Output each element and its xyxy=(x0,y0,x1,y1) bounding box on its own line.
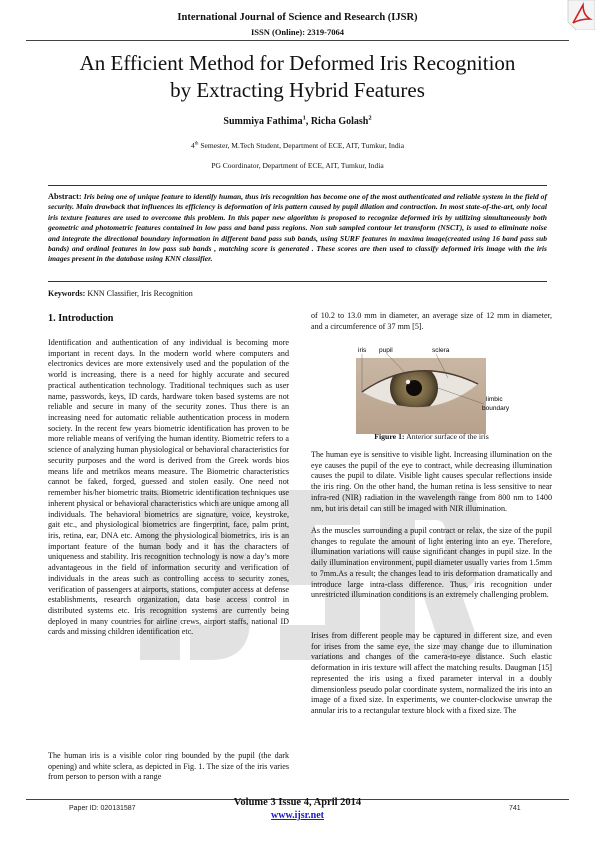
figure-caption-label: Figure 1: xyxy=(374,432,405,441)
journal-url-link[interactable]: www.ijsr.net xyxy=(271,810,324,821)
keywords-label: Keywords: xyxy=(48,289,86,298)
affiliation-1-ordinal: 4 xyxy=(190,141,195,150)
right-paragraph-2: As the muscles surrounding a pupil contract or relax, the size of the pupil changes to regulate the amount of light entering into an eye. Therefore, illumination variations will cause significant changes in pupil size. In the daily illumination environment, pupil diameter usually varies from 1.5mm to 7mm.As a result; the changes lead to iris deformation dramatically and introduce large intra-class difference. Thus, iris recognition under unrestricted illumination conditions is an extremely challenging problem. xyxy=(311,526,552,600)
affiliation-1 xyxy=(0,141,595,150)
intro-paragraph-2: The human iris is a visible color ring bounded by the pupil (the dark opening) and white sclera, as depicted in Fig. 1. The size of the iris varies from person to person with a range xyxy=(48,751,289,782)
paper-title xyxy=(30,50,565,104)
abstract-text: Iris being one of unique feature to identify human, thus iris recognition has become one of the most authenticated and reliable system in the field of security. Main drawback that influences its efficiency is deformation of iris pattern caused by pupil dilation and contraction. In most state-of-the-art, only local iris texture features are used to overcome this problem. In this paper new algorithm is proposed to recognize deformed iris by utilizing simultaneously both geometric and photometric features contained in low pass and band pass regions. Non sub sampled contour let transform (NSCT), is used to eliminate noise and integrate the directional boundary information in different band pass sub bands, using SURF features in maxima image(created using 16 band pass sub bands) and ordinal features in low pass sub bands , matching score is generated . These scores are then used to classify deformed iris image with the iris images present in the database using KNN classifier. xyxy=(48,192,547,264)
right-paragraph-0: of 10.2 to 13.0 mm in diameter, an average size of 12 mm in diameter, and a circumference of 37 mm [5]. xyxy=(311,311,552,331)
volume-info: Volume 3 Issue 4, April 2014 xyxy=(233,797,362,808)
abstract xyxy=(48,192,547,265)
keywords xyxy=(48,289,547,298)
paper-id: Paper ID: 020131587 xyxy=(69,805,136,812)
label-limbic: limbic xyxy=(486,396,503,403)
abstract-rule-bottom xyxy=(48,281,547,282)
author-2-sup: 2 xyxy=(368,114,372,122)
author-1: Summiya Fathima xyxy=(223,116,303,127)
abstract-rule-top xyxy=(48,185,547,186)
intro-paragraph-1: Identification and authentication of any individual is becoming more important in recent days. In the modern world where computers and electronics devices are more extensively used and the population of the world is increasing, there is a need for highly accurate and secured practical authentication technology. Traditional techniques such as user name, passwords, keys, ID cards, hardware token based systems are not reliable and secure in many of the security zones. Thus there is an increasing need for automatic reliable authentication process in modern society. In the recent few years biometric identification has proven to be more reliable means of verifying the human identity. Biometric refers to a science of analyzing human physiological or behavioral characteristics for security purposes and the word is derived from the Greek words bios means life and metrikos means measure. The Biometric characteristics cannot be faked, forged, guessed and stolen easily. One need not remember his/her biometric traits. Biometric identification techniques use inherent physical or behavioral characteristics which are unique among all individuals. The behavioral biometrics are signature, voice, keystroke, gait etc., and physiological biometrics are fingerprint, face, palm print, iris, retina, ear, DNA etc. Among the physiological biometrics, iris is an important feature of the human body and it has the characters of uniqueness and stability. Iris recognition technology is now a day’s more advantageous in the field of information security and verification of individuals in the areas such as controlling access to security zones, verification of passengers at airports, stations, computer access at defense establishments, research organization, data base access control in distributed systems etc. Iris recognition systems are currently being deployed in many countries for airline crews, airport staffs, national ID cards and missing children identification etc. xyxy=(48,338,289,637)
right-paragraph-1: The human eye is sensitive to visible light. Increasing illumination on the eye causes the pupil of the eye to contract, while decreasing illumination causes the pupil to dilate. Visible light causes specular reflections inside the iris ring. On the other hand, the human retina is less sensitive to near infra-red (NIR) radiation in the wavelength range from 800 nm to 1400 nm, but iris detail can still be imaged with NIR illumination. xyxy=(311,450,552,513)
title-line-2: by Extracting Hybrid Features xyxy=(170,78,425,102)
header-rule xyxy=(26,40,569,41)
page-number: 741 xyxy=(509,805,521,812)
issn: ISSN (Online): 2319-7064 xyxy=(250,27,345,37)
affiliation-1-sup: th xyxy=(194,141,199,147)
author-separator: , xyxy=(305,116,311,127)
figure-caption-text: Anterior surface of the iris xyxy=(404,432,489,441)
keywords-text: KNN Classifier, Iris Recognition xyxy=(85,289,193,298)
title-line-1: An Efficient Method for Deformed Iris Recognition xyxy=(79,51,516,75)
journal-name: International Journal of Science and Research (IJSR) xyxy=(177,12,418,23)
affiliation-2: PG Coordinator, Department of ECE, AIT, Tumkur, India xyxy=(211,161,384,170)
author-1-sup: 1 xyxy=(302,114,306,122)
abstract-label: Abstract: xyxy=(48,192,84,201)
label-iris: iris xyxy=(358,347,367,354)
label-boundary: boundary xyxy=(482,405,510,412)
section-heading-introduction: 1. Introduction xyxy=(48,313,114,324)
authors xyxy=(0,116,595,127)
affiliation-1-text: Semester, M.Tech Student, Department of ECE, AIT, Tumkur, India xyxy=(198,141,405,150)
right-paragraph-3: Irises from different people may be captured in different size, and even for irises from the same eye, the size may change due to illumination variations and changes of the camera-to-eye distance. Such elastic deformation in iris texture will affect the matching results. Daugman [15] represented the iris using a fixed parameter interval in a doubly dimensionless pseudo polar coordinate system, normalized the iris into an image of a fixed size. In experiments, we counter-clockwise unwrap the annular iris to a rectangular texture block with a fixed size. The xyxy=(311,631,552,716)
label-pupil: pupil xyxy=(379,347,393,354)
label-sclera: sclera xyxy=(432,347,450,354)
figure-caption xyxy=(311,432,552,441)
author-2: Richa Golash xyxy=(310,116,369,127)
pdf-icon[interactable] xyxy=(566,0,595,30)
iris-figure xyxy=(356,344,514,434)
